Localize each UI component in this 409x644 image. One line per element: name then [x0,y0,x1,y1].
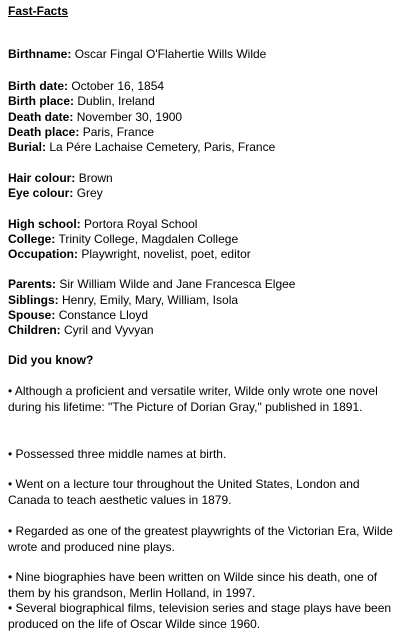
fact-death-place [8,125,154,140]
fact-label: High school: [8,217,81,231]
fact-birthname [8,47,266,62]
fact-high-school [8,217,197,232]
fact-siblings [8,293,238,308]
fact-value: La Pére Lachaise Cemetery, Paris, France [49,140,276,154]
fact-college [8,232,238,247]
fact-value: Constance Lloyd [58,308,149,322]
fact-label: Siblings: [8,293,59,307]
fact-birth-place [8,94,155,109]
fact-value: November 30, 1900 [76,110,183,124]
fact-value: Brown [78,171,113,185]
fact-value: Sir William Wilde and Jane Francesca Elgee [59,277,296,291]
fact-value: Cyril and Vyvyan [64,323,154,337]
fact-parents [8,277,295,292]
fact-bullet: • Nine biographies have been written on Wilde since his death, one of them by his grandson, Merlin Holland, in 1997. [8,570,378,600]
fact-hair-colour [8,171,113,186]
fact-burial [8,140,275,155]
fact-label: Birth place: [8,94,75,108]
fact-death-date [8,110,182,125]
fact-value: Henry, Emily, Mary, William, Isola [62,293,239,307]
fact-value: Dublin, Ireland [77,94,155,108]
fact-label: Death place: [8,125,80,139]
fact-bullet: • Possessed three middle names at birth. [8,447,227,461]
fact-label: Eye colour: [8,186,74,200]
fact-bullet: • Several biographical films, television series and stage plays have been produced on the life of Oscar Wilde since 1960. [8,601,392,631]
page-title: Fast-Facts [8,4,69,18]
fact-label: Birthname: [8,47,72,61]
fact-bullet: • Although a proficient and versatile writer, Wilde only wrote one novel during his lifetime: "The Picture of Dorian Gray," published in 1891. [8,384,378,414]
fact-bullet: • Went on a lecture tour throughout the United States, London and Canada to teach aesthetic values in 1879. [8,477,360,507]
did-you-know-heading: Did you know? [8,353,94,367]
fact-value: October 16, 1854 [71,79,165,93]
fact-label: Birth date: [8,79,68,93]
fact-value: Paris, France [82,125,155,139]
fact-bullet: • Regarded as one of the greatest playwrights of the Victorian Era, Wilde wrote and produced nine plays. [8,524,393,554]
fact-label: College: [8,232,56,246]
fact-value: Oscar Fingal O'Flahertie Wills Wilde [74,47,267,61]
fact-children [8,323,154,338]
fact-occupation [8,247,251,262]
fact-value: Portora Royal School [84,217,198,231]
fact-value: Playwright, novelist, poet, editor [81,247,251,261]
fact-label: Hair colour: [8,171,76,185]
fact-spouse [8,308,148,323]
fact-label: Parents: [8,277,57,291]
fact-label: Burial: [8,140,47,154]
fact-value: Trinity College, Magdalen College [58,232,239,246]
fact-birth-date [8,79,164,94]
fact-label: Death date: [8,110,74,124]
fact-label: Children: [8,323,61,337]
fact-label: Spouse: [8,308,56,322]
fact-value: Grey [76,186,103,200]
fact-label: Occupation: [8,247,79,261]
fact-eye-colour [8,186,103,201]
